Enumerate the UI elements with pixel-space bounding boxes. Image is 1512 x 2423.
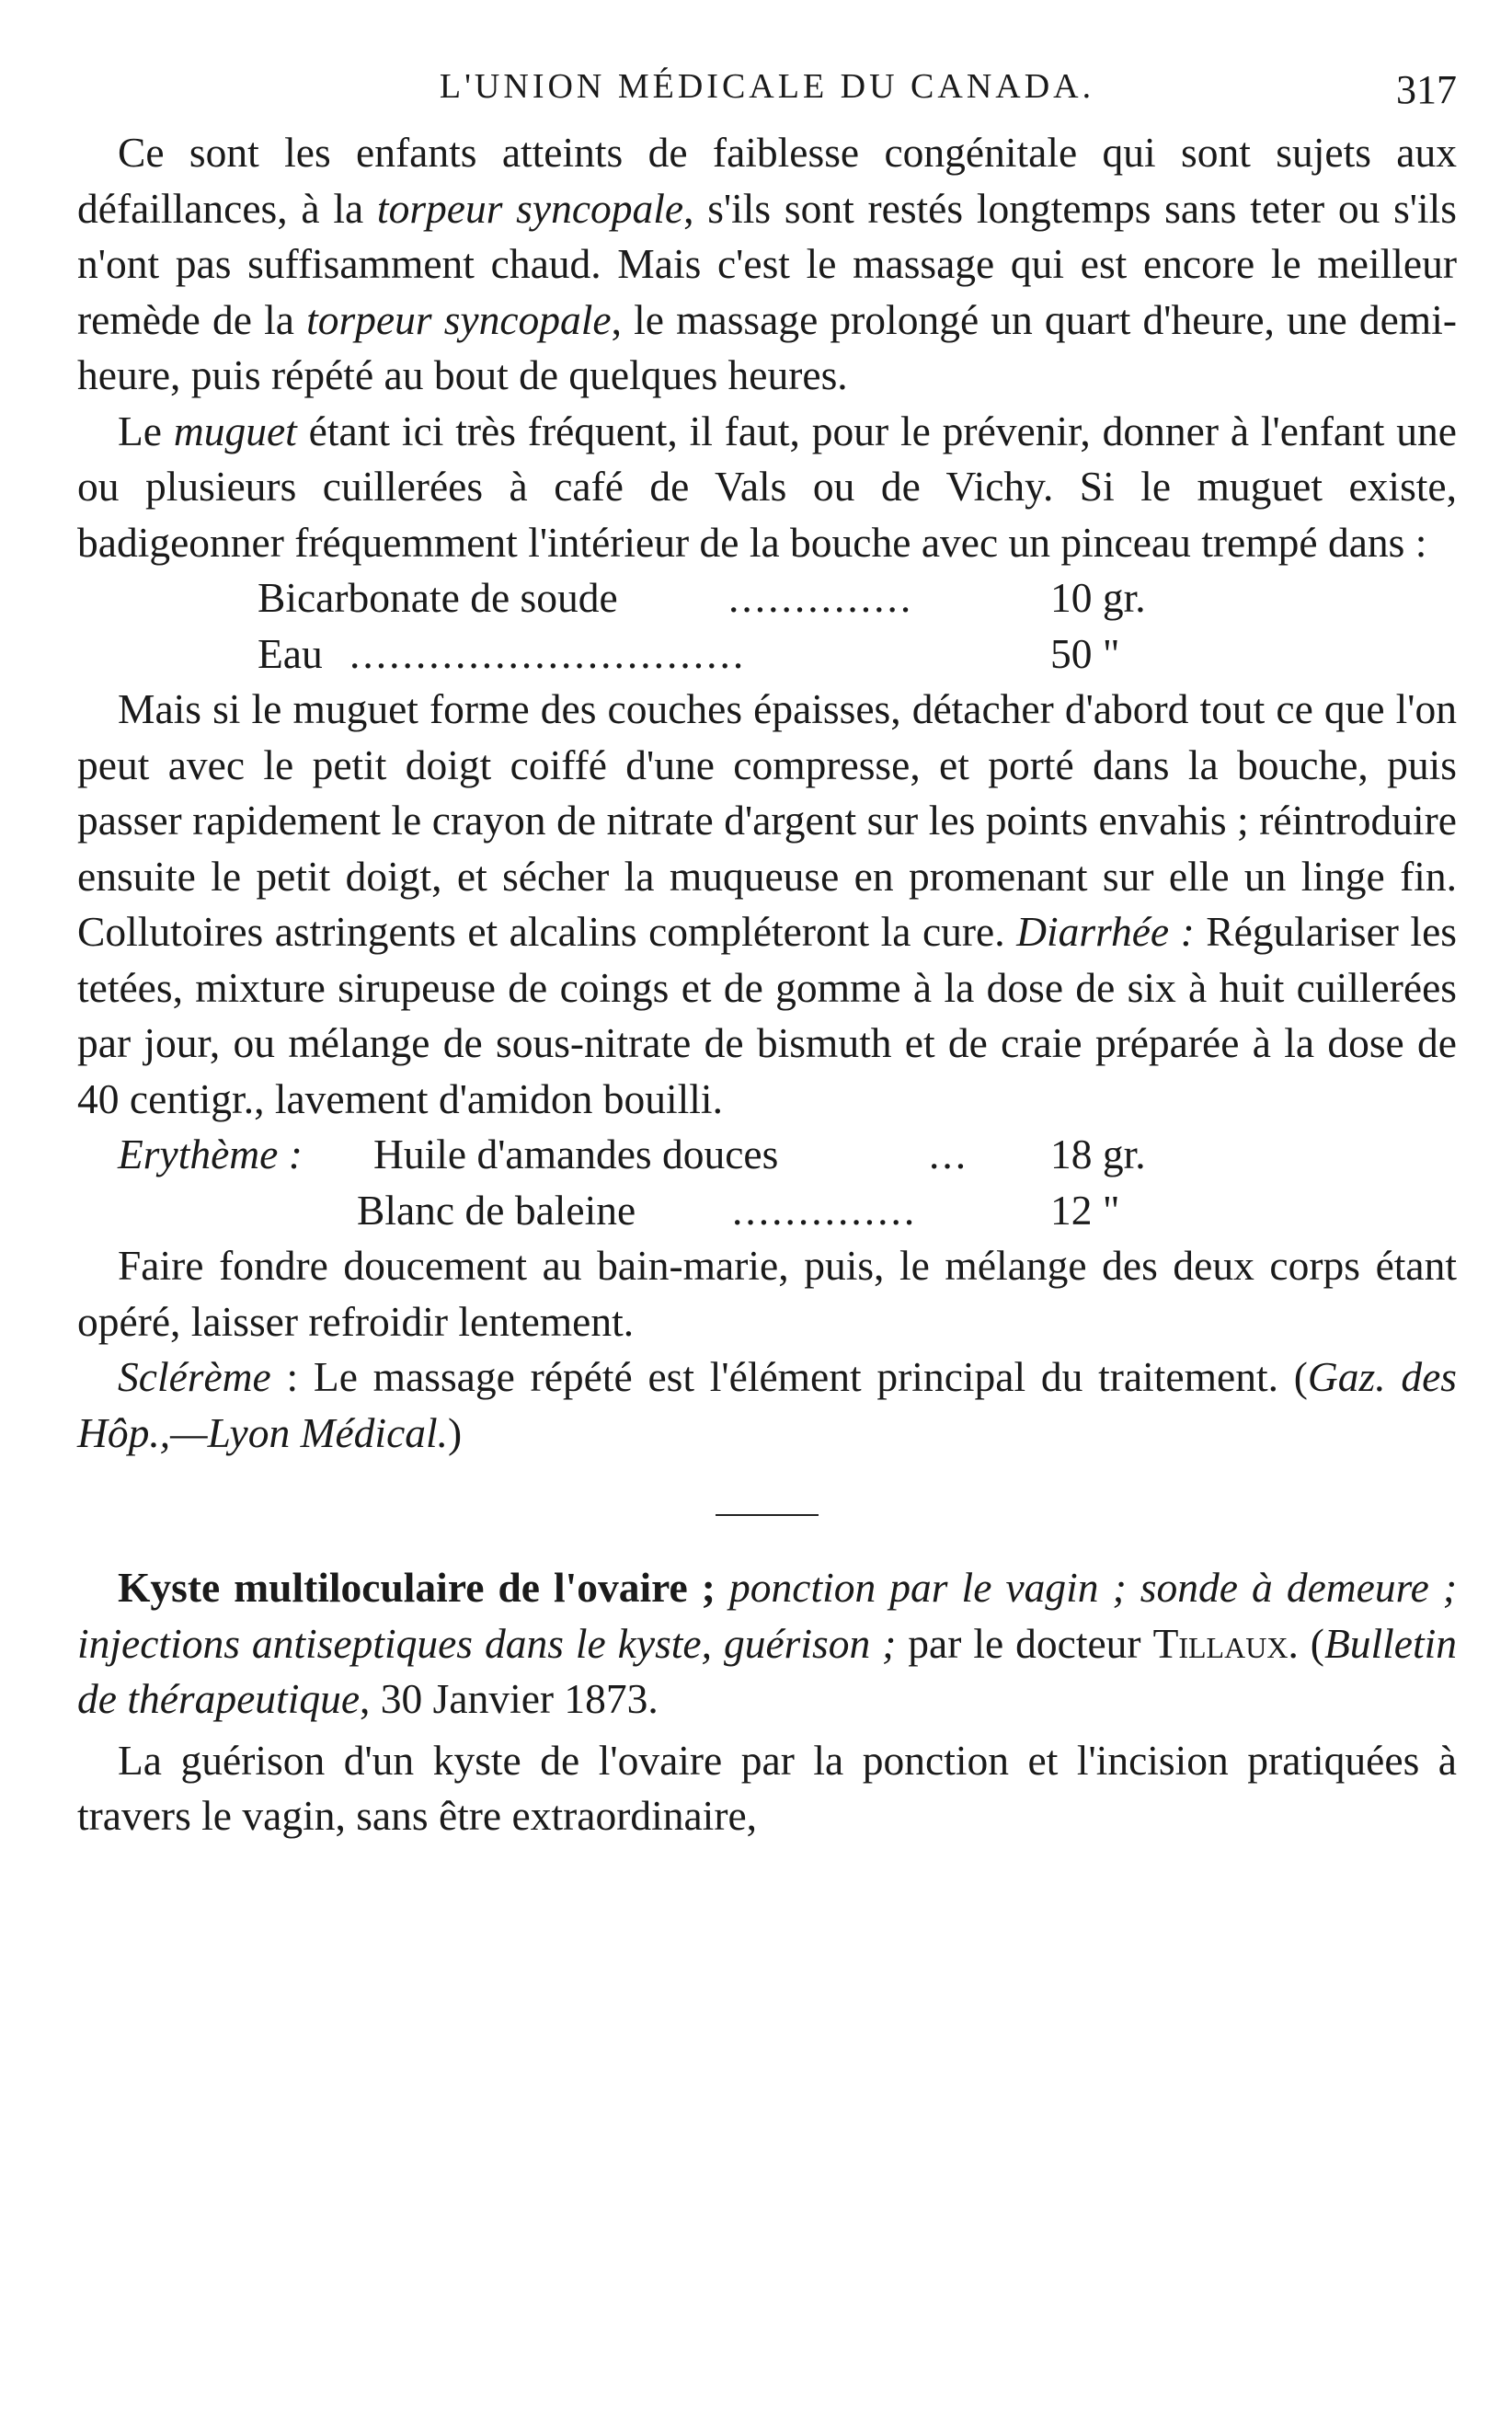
italic-term: torpeur syncopale — [376, 184, 684, 232]
text-run: Le — [118, 407, 174, 454]
source-title: Bulletin de thérapeutique — [77, 1619, 1457, 1722]
paragraph-muguet — [77, 404, 1457, 571]
text-run: Faire fondre doucement au bain-marie, puis, le mélange des deux corps étant opéré, laisser refroidir lentement. — [77, 1242, 1457, 1345]
paragraph-bain-marie — [77, 1238, 1457, 1349]
leader-dots: ... — [929, 1131, 969, 1177]
text-run: : Le massage répété est l'élément principal du traitement. ( — [270, 1353, 1308, 1400]
recipe-quantity: 18 gr. — [1050, 1131, 1146, 1177]
page-number: 317 — [1396, 67, 1457, 112]
paragraph-scleremе — [77, 1349, 1457, 1461]
running-title: L'UNION MÉDICALE DU CANADA. — [439, 67, 1095, 106]
recipe-label: Erythème : — [118, 1131, 303, 1177]
recipe-line — [77, 626, 1457, 683]
text-run: Régulariser les tetées, mixture sirupeuse de coings et de gomme à la dose de six à huit cuillerées par jour, ou mélange de sous-nitrate de bismuth et de craie préparée à la dose de 40 centigr., lavement d'amidon bouilli. — [77, 908, 1457, 1122]
text-run: La guérison d'un kyste de l'ovaire par la ponction et l'incision pratiquées à travers le vagin, sans être extraordinaire, — [77, 1736, 1457, 1839]
page-header — [77, 66, 1457, 125]
recipe-ingredient: Huile d'amandes douces — [373, 1131, 779, 1177]
text-run: , s'ils sont restés longtemps sans teter ou s'ils n'ont pas suffisamment chaud. Mais c'est le massage qui est encore le meilleur remède de la — [77, 184, 1457, 343]
recipe-line — [77, 1183, 1457, 1239]
article-title: Kyste multiloculaire de l'ovaire ; — [118, 1564, 716, 1611]
recipe-line — [77, 1127, 1457, 1183]
body-text — [77, 125, 1457, 1844]
paragraph-muguet-treatment — [77, 682, 1457, 1127]
text-run: Ce sont les enfants atteints de faiblesse congénitale qui sont sujets aux défaillances, à la — [77, 129, 1457, 232]
article-body — [77, 1733, 1457, 1844]
paragraph-torpeur — [77, 125, 1457, 404]
italic-citation: Gaz. des Hôp.,—Lyon Médical. — [77, 1353, 1457, 1456]
section-divider — [716, 1514, 819, 1516]
text-run: , le massage prolongé un quart d'heure, une demi-heure, puis répété au bout de quelques heures. — [77, 295, 1457, 398]
italic-term: Sclérème — [118, 1353, 271, 1400]
italic-term: Diarrhée : — [1016, 908, 1195, 955]
italic-term: torpeur syncopale — [306, 295, 612, 343]
recipe-ingredient: Bicarbonate de soude — [258, 574, 618, 621]
text-run: ) — [448, 1408, 463, 1456]
recipe-quantity: 10 gr. — [1050, 574, 1146, 621]
leader-dots: .............. — [728, 574, 914, 621]
text-run: . ( — [1288, 1619, 1324, 1667]
recipe-ingredient: Eau — [258, 629, 323, 677]
recipe-line — [77, 570, 1457, 626]
text-run: étant ici très fréquent, il faut, pour le prévenir, donner à l'enfant une ou plusieurs cuillerées à café de Vals ou de Vichy. Si le muguet existe, badigeonner fréquemment l'intérieur de la bouche avec un pinceau trempé dans : — [77, 407, 1457, 566]
recipe-quantity: 12 " — [1050, 1186, 1120, 1234]
recipe-quantity: 50 " — [1050, 629, 1120, 677]
page — [77, 66, 1457, 1844]
author-name: Tillaux — [1152, 1619, 1289, 1667]
leader-dots: .............. — [732, 1186, 918, 1234]
article-subtitle: ponction par le vagin ; sonde à demeure ; injections antiseptiques dans le kyste, guérison ; — [77, 1564, 1457, 1667]
leader-dots: .............................. — [349, 629, 747, 677]
text-run: Mais si le muguet forme des couches épaisses, détacher d'abord tout ce que l'on peut avec le petit doigt coiffé d'une compresse, et porté dans la bouche, puis passer rapidement le crayon de nitrate d'argent sur les points envahis ; réintroduire ensuite le petit doigt, et sécher la muqueuse en promenant sur elle un linge fin. Collutoires astringents et alcalins compléteront la cure. — [77, 685, 1457, 955]
source-date: , 30 Janvier 1873. — [360, 1675, 659, 1722]
recipe-ingredient: Blanc de baleine — [357, 1186, 636, 1234]
italic-term: muguet — [173, 407, 297, 454]
article-heading — [77, 1560, 1457, 1728]
text-run: par le docteur — [896, 1619, 1153, 1667]
